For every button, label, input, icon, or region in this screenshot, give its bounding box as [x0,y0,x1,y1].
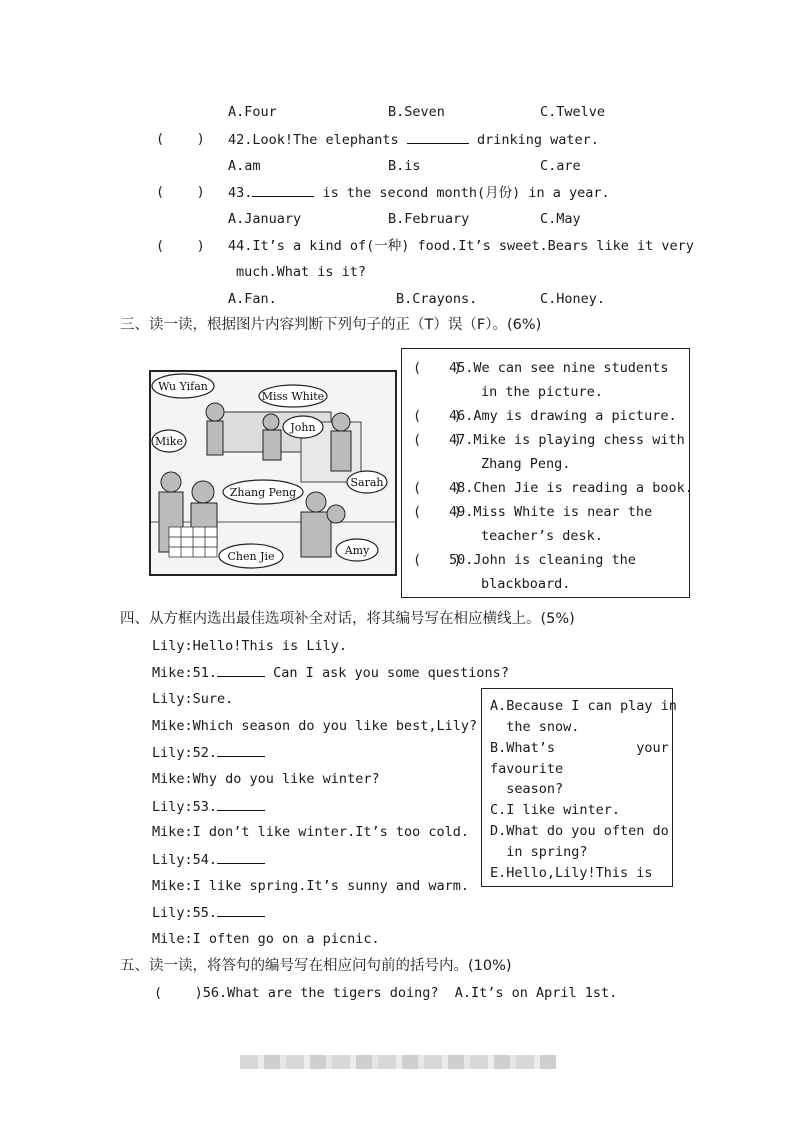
label-mike: Mike [155,435,183,448]
label-miss-white: Miss White [261,390,325,403]
dialog-line-7 [152,797,265,816]
label-wu-yifan: Wu Yifan [158,380,208,393]
blank-54[interactable] [217,850,265,864]
dialog-line-12: Mile:I often go on a picnic. [152,931,380,947]
q43-stem [228,183,610,202]
q47-line2: Zhang Peng. [481,456,571,472]
q49-line2: teacher’s desk. [481,528,603,544]
q41-option-c: C.Twelve [540,104,606,120]
option-b-line3: season? [490,781,564,797]
dialog-line-2-post: Can I ask you some questions? [273,665,509,681]
q44-stem-line1: 44.It’s a kind of(一种) food.It’s sweet.Bears like it very [228,238,694,254]
q46-line1: 46.Amy is drawing a picture. [449,408,677,424]
dialog-line-1: Lily:Hello!This is Lily. [152,638,348,654]
dialog-line-7-pre: Lily:53. [152,799,218,815]
blank-55[interactable] [217,903,265,917]
option-e: E.Hello,Lily!This is [490,865,653,881]
q44-option-c: C.Honey. [540,291,606,307]
q42-pre: 42.Look!The elephants [228,132,399,148]
label-zhang-peng: Zhang Peng [229,486,297,499]
q44-option-b: B.Crayons. [396,291,478,307]
q42-option-b: B.is [388,158,421,174]
option-d-line1: D.What do you often do [490,823,669,839]
dialog-line-11 [152,903,265,922]
q48-line1: 48.Chen Jie is reading a book. [449,480,693,496]
q42-option-a: A.am [228,158,261,174]
dialog-line-9-pre: Lily:54. [152,852,218,868]
label-amy: Amy [344,544,370,557]
q43-option-b: B.February [388,211,470,227]
q45-line1: 45.We can see nine students [449,360,669,376]
dialog-line-6: Mike:Why do you like winter? [152,771,380,787]
q47-line1: 47.Mike is playing chess with [449,432,685,448]
q50-line1: 50.John is cleaning the [449,552,636,568]
blank-53[interactable] [217,797,265,811]
q48-paren[interactable]: ( ) [413,480,462,496]
dialog-line-11-pre: Lily:55. [152,905,218,921]
option-c: C.I like winter. [490,802,621,818]
q49-line1: 49.Miss White is near the [449,504,653,520]
dialog-line-5 [152,743,265,762]
dialog-line-10: Mike:I like spring.It’s sunny and warm. [152,878,469,894]
q41-option-b: B.Seven [388,104,445,120]
option-d-line2: in spring? [490,844,588,860]
q42-stem [228,130,599,149]
q47-paren[interactable]: ( ) [413,432,462,448]
dialog-line-3: Lily:Sure. [152,691,234,707]
option-b-line1: B.What’s your [490,740,669,756]
q44-option-a: A.Fan. [228,291,277,307]
classroom-picture [149,370,397,576]
q42-post: drinking water. [476,132,599,148]
q50-paren[interactable]: ( ) [413,552,462,568]
q43-option-a: A.January [228,211,302,227]
q42-option-c: C.are [540,158,581,174]
label-sarah: Sarah [350,476,384,489]
q46-paren[interactable]: ( ) [413,408,462,424]
q56-line: ( )56.What are the tigers doing? A.It’s on April 1st. [154,985,618,1001]
dialog-line-9 [152,850,265,869]
q43-paren[interactable]: ( ) [156,184,205,200]
dialog-line-2-pre: Mike:51. [152,665,218,681]
q45-line2: in the picture. [481,384,603,400]
option-a-line1: A.Because I can play in [490,698,677,714]
option-a-line2: the snow. [490,719,580,735]
section5-title: 五、读一读，将答句的编号写在相应问句前的括号内。(10%) [120,958,512,974]
blank-52[interactable] [217,743,265,757]
q41-option-a: A.Four [228,104,277,120]
section3-title: 三、读一读，根据图片内容判断下列句子的正（T）误（F）。(6%) [120,317,542,333]
label-john: John [290,421,316,434]
section4-title: 四、从方框内选出最佳选项补全对话，将其编号写在相应横线上。(5%) [120,611,575,627]
q42-blank[interactable] [407,130,469,144]
q43-post: is the second month(月份) in a year. [322,185,610,201]
q43-option-c: C.May [540,211,581,227]
q42-paren[interactable]: ( ) [156,131,205,147]
dialog-line-8: Mike:I don’t like winter.It’s too cold. [152,824,469,840]
classroom-illustration [151,372,395,574]
q49-paren[interactable]: ( ) [413,504,462,520]
dialog-line-4: Mike:Which season do you like best,Lily? [152,718,478,734]
q45-paren[interactable]: ( ) [413,360,462,376]
q44-stem-line2: much.What is it? [236,264,367,280]
q43-blank[interactable] [252,183,314,197]
blank-51[interactable] [217,663,265,677]
option-b-line2: favourite [490,761,564,777]
q43-pre: 43. [228,185,253,201]
q44-paren[interactable]: ( ) [156,238,205,254]
q50-line2: blackboard. [481,576,571,592]
dialog-line-5-pre: Lily:52. [152,745,218,761]
label-chen-jie: Chen Jie [227,550,275,563]
dialog-line-2 [152,663,509,682]
blurred-footer [240,1055,556,1069]
